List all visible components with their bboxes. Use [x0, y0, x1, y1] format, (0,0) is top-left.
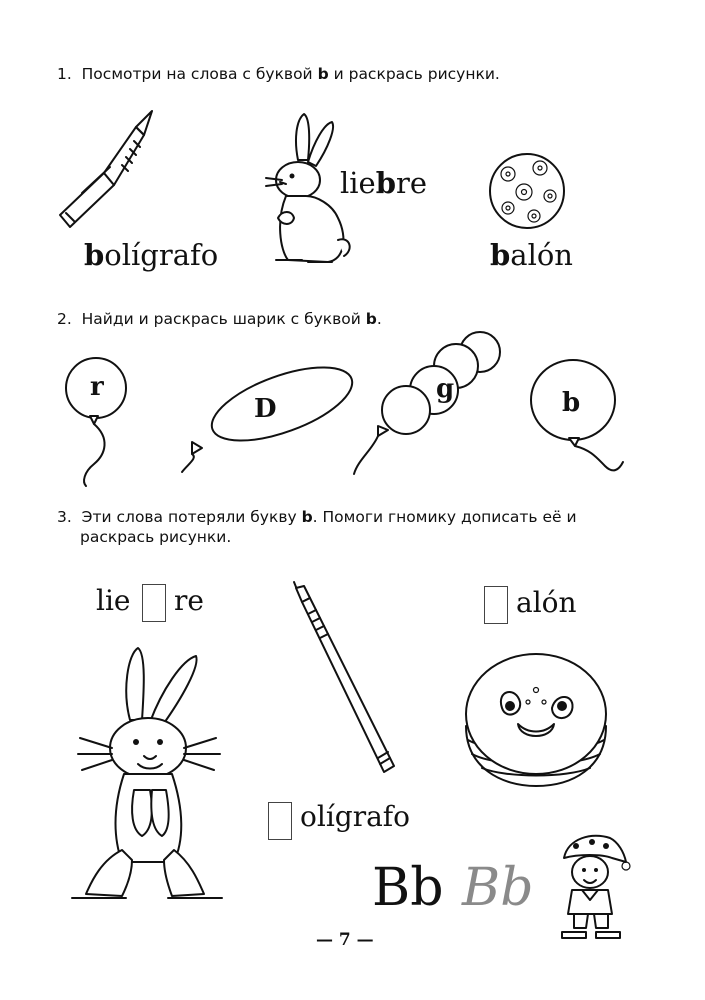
word-boligrafo — [84, 238, 218, 272]
task1-number: 1. — [57, 65, 72, 83]
balloon-g — [352, 330, 512, 480]
balloon-r-letter: r — [90, 372, 104, 402]
word-oligrafo: olígrafo — [300, 800, 410, 833]
balloon-b — [525, 358, 635, 478]
word-alon: alón — [516, 586, 577, 619]
word-lie-re-suffix: re — [174, 584, 204, 617]
task1-text-after: и раскрась рисунки. — [328, 65, 500, 83]
balloon-g-letter: g — [436, 374, 455, 404]
task2-number: 2. — [57, 310, 72, 328]
letters-italic: Bb — [462, 858, 534, 918]
task2-instruction — [57, 310, 382, 328]
word-balon-rest: alón — [510, 238, 573, 272]
word-liebre — [340, 166, 427, 200]
letters-upper-lower: Bb — [372, 858, 444, 918]
answer-box-boligrafo[interactable] — [268, 802, 292, 840]
word-balon — [490, 238, 573, 272]
task3-text-before: Эти слова потеряли букву — [81, 508, 302, 526]
rabbit-big-illustration — [72, 640, 232, 910]
task3-instruction-line2: раскрась рисунки. — [80, 528, 232, 546]
page-number: — 7 — — [316, 930, 374, 950]
answer-box-liebre[interactable] — [142, 584, 166, 622]
word-liebre-letter: b — [375, 166, 396, 200]
task3-letter: b — [301, 508, 313, 526]
pen-big-illustration — [288, 580, 408, 780]
word-lie-re-prefix: lie — [96, 584, 131, 617]
word-liebre-suffix: re — [396, 166, 428, 200]
task1-letter: b — [317, 65, 329, 83]
balloon-b-letter: b — [562, 388, 581, 418]
ball-illustration — [488, 152, 568, 232]
pen-illustration — [52, 105, 162, 230]
task3-text-after: . Помоги гномику дописать её и — [312, 508, 577, 526]
word-liebre-prefix: lie — [340, 166, 376, 200]
balloon-d-letter: D — [254, 394, 277, 424]
word-boligrafo-initial: b — [84, 238, 105, 272]
gnome-illustration — [552, 828, 632, 943]
task3-instruction-line1 — [57, 508, 577, 526]
task2-text-before: Найди и раскрась шарик с буквой — [81, 310, 366, 328]
word-balon-initial: b — [490, 238, 511, 272]
answer-box-balon[interactable] — [484, 586, 508, 624]
task1-text-before: Посмотри на слова с буквой — [81, 65, 318, 83]
task2-letter: b — [365, 310, 377, 328]
smiling-ball-illustration — [462, 650, 612, 790]
word-boligrafo-rest: olígrafo — [104, 238, 219, 272]
task3-number: 3. — [57, 508, 72, 526]
task1-instruction — [57, 65, 500, 83]
task2-text-after: . — [376, 310, 382, 328]
